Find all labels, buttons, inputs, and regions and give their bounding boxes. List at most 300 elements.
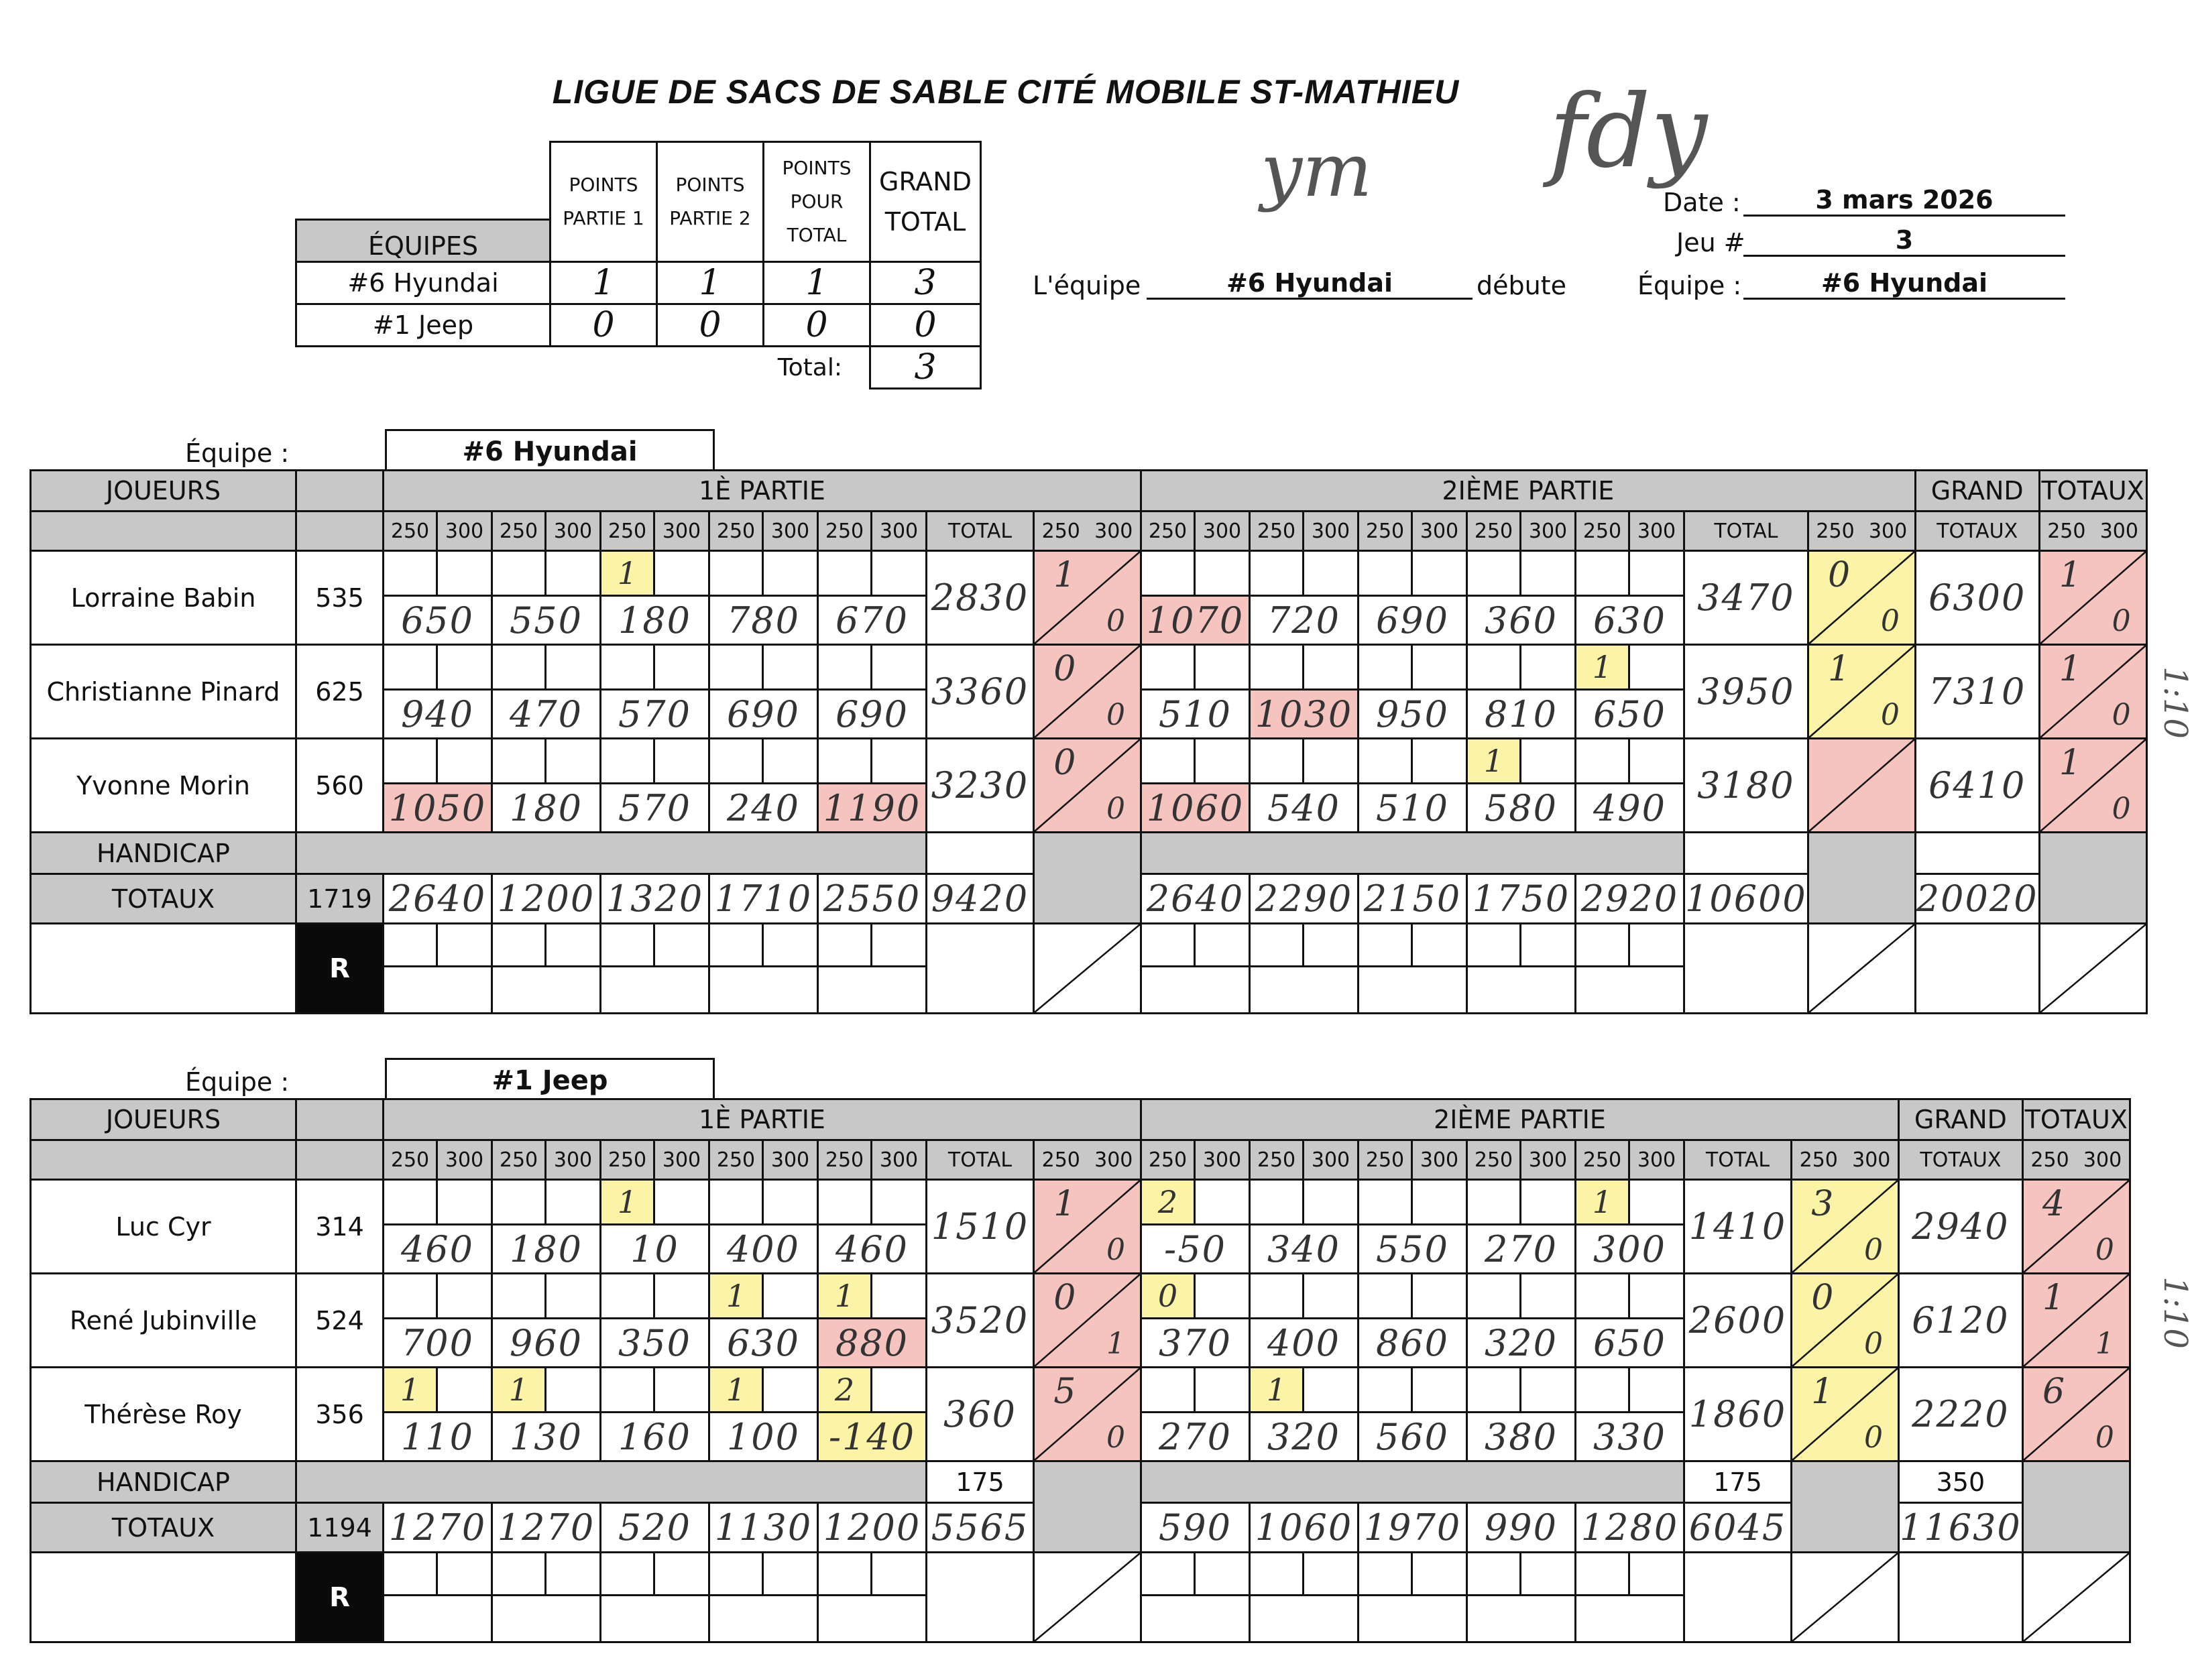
team-value: #6 Hyundai: [1743, 268, 2065, 300]
player-grand-total: 7310: [1915, 645, 2039, 739]
round-mark: [1576, 551, 1629, 596]
round-mark: [601, 1368, 654, 1413]
partie1-total: 3520: [927, 1274, 1034, 1368]
round-mark: [709, 551, 763, 596]
col-250: 250: [384, 512, 437, 551]
col-total: TOTAL: [927, 512, 1034, 551]
totaux-grand: 11630: [1899, 1503, 2023, 1553]
round-score: 810: [1467, 690, 1576, 739]
total-points: 6 0: [2022, 1368, 2130, 1461]
player-grand-total: 2940: [1899, 1180, 2023, 1274]
totaux-score: 590: [1141, 1503, 1250, 1553]
totaux-average: 1194: [296, 1503, 384, 1553]
col-250: 250: [1467, 1140, 1521, 1180]
col-250: 250: [1816, 519, 1855, 543]
summary-p1: 1: [551, 262, 657, 304]
col-300: 300: [2099, 519, 2138, 543]
round-mark: [1467, 1368, 1521, 1413]
partie1-total: 1510: [927, 1180, 1034, 1274]
round-score: 10: [601, 1225, 709, 1274]
col-250: 250: [601, 1140, 654, 1180]
col-grand-totaux: TOTAUX: [1899, 1140, 2023, 1180]
summary-grand: 0: [870, 304, 981, 347]
round-mark: [1250, 1274, 1304, 1319]
round-mark: [709, 645, 763, 690]
team-label: Équipe :: [1637, 271, 1742, 300]
totaux-score: 1270: [384, 1503, 492, 1553]
player-row: [31, 1180, 2130, 1225]
round-mark: [1359, 1368, 1412, 1413]
partie2-points: 1 0: [1792, 1368, 1899, 1461]
round-score: 130: [492, 1413, 601, 1461]
player-row: [31, 739, 2147, 784]
round-score: 570: [601, 784, 709, 833]
col-grand: GRAND: [1915, 471, 2039, 512]
partie2-points: 0 0: [1792, 1274, 1899, 1368]
round-mark: 1: [709, 1368, 763, 1413]
handicap-partie1: 175: [927, 1461, 1034, 1503]
partie1-total: 360: [927, 1368, 1034, 1461]
col-300: 300: [1521, 1140, 1576, 1180]
round-mark: 1: [492, 1368, 546, 1413]
round-score: 940: [384, 690, 492, 739]
partie2-points: 3 0: [1792, 1180, 1899, 1274]
round-mark: [1141, 739, 1195, 784]
round-mark: 1: [818, 1274, 872, 1319]
round-score: 550: [492, 596, 601, 645]
col-300: 300: [2083, 1148, 2122, 1172]
round-score: 380: [1467, 1413, 1576, 1461]
col-300: 300: [546, 1140, 601, 1180]
totaux-score: 2640: [1141, 874, 1250, 924]
col-250: 250: [1141, 512, 1195, 551]
col-250: 250: [1576, 512, 1629, 551]
handicap-grand: 350: [1899, 1461, 2023, 1503]
player-grand-total: 6410: [1915, 739, 2039, 833]
round-mark: [492, 1274, 546, 1319]
col-totaux: TOTAUX: [2022, 1099, 2130, 1140]
summary-grand: 3: [870, 262, 981, 304]
round-score: 160: [601, 1413, 709, 1461]
partie1-total: 3230: [927, 739, 1034, 833]
equipe-name: #1 Jeep: [385, 1058, 715, 1101]
col-partie2: 2IÈME PARTIE: [1141, 471, 1916, 512]
round-score: 540: [1250, 784, 1359, 833]
round-score: -50: [1141, 1225, 1250, 1274]
round-mark: [1359, 551, 1412, 596]
round-score: 510: [1359, 784, 1467, 833]
round-mark: [384, 551, 437, 596]
col-joueurs: JOUEURS: [31, 471, 296, 512]
round-score: 400: [1250, 1319, 1359, 1368]
partie2-points: [1808, 739, 1915, 833]
round-mark: 1: [1467, 739, 1521, 784]
score-table: [30, 469, 2148, 1014]
col-250: 250: [2030, 1148, 2069, 1172]
partie1-total: 3360: [927, 645, 1034, 739]
summary-team: #6 Hyundai: [296, 262, 551, 304]
col-300: 300: [1304, 512, 1359, 551]
page-title: LIGUE DE SACS DE SABLE CITÉ MOBILE ST-MATHIEU: [552, 73, 1460, 111]
handicap-grand: [1915, 833, 2039, 874]
round-score: 780: [709, 596, 818, 645]
signature: fdy: [1549, 74, 1708, 190]
round-mark: 1: [1250, 1368, 1304, 1413]
round-mark: [1576, 1368, 1629, 1413]
round-score: 1050: [384, 784, 492, 833]
starts-label: L'équipe: [1033, 271, 1141, 300]
equipe-label: Équipe :: [185, 1067, 290, 1097]
round-score: 630: [709, 1319, 818, 1368]
round-mark: [1467, 1180, 1521, 1225]
round-mark: 2: [818, 1368, 872, 1413]
round-mark: [492, 645, 546, 690]
handicap-partie1: [927, 833, 1034, 874]
initials: ym: [1261, 127, 1373, 213]
round-score: 1030: [1250, 690, 1359, 739]
round-score: 690: [818, 690, 927, 739]
round-mark: [492, 551, 546, 596]
partie2-total: 1410: [1684, 1180, 1792, 1274]
col-300: 300: [763, 512, 818, 551]
col-300: 300: [1094, 519, 1133, 543]
partie2-total: 3950: [1684, 645, 1808, 739]
round-mark: [1359, 739, 1412, 784]
round-mark: [818, 551, 872, 596]
totaux-score: 1280: [1576, 1503, 1684, 1553]
round-score: 650: [1576, 690, 1684, 739]
summary-p1: 0: [551, 304, 657, 347]
round-score: 670: [818, 596, 927, 645]
col-250: 250: [818, 1140, 872, 1180]
totaux-score: 2550: [818, 874, 927, 924]
total-points: 4 0: [2022, 1180, 2130, 1274]
round-score: 1070: [1141, 596, 1250, 645]
player-grand-total: 6300: [1915, 551, 2039, 645]
summary-total-label: Total:: [777, 354, 842, 382]
player-average: 535: [296, 551, 384, 645]
round-score: 300: [1576, 1225, 1684, 1274]
totaux-score: 1200: [492, 874, 601, 924]
totaux-score: 2640: [384, 874, 492, 924]
round-score: 550: [1359, 1225, 1467, 1274]
col-joueurs: JOUEURS: [31, 1099, 296, 1140]
player-average: 356: [296, 1368, 384, 1461]
round-score: 860: [1359, 1319, 1467, 1368]
round-mark: [384, 739, 437, 784]
col-partie1: 1È PARTIE: [384, 1099, 1141, 1140]
handicap-row: [31, 1461, 2130, 1503]
col-points-partie1: POINTS PARTIE 1: [551, 142, 657, 262]
round-score: 720: [1250, 596, 1359, 645]
partie2-total: 1860: [1684, 1368, 1792, 1461]
totaux-score: 1970: [1359, 1503, 1467, 1553]
round-mark: [709, 1180, 763, 1225]
totaux-score: 2150: [1359, 874, 1467, 924]
partie2-total: 3470: [1684, 551, 1808, 645]
round-mark: [818, 1180, 872, 1225]
round-mark: [1467, 551, 1521, 596]
round-score: 650: [1576, 1319, 1684, 1368]
player-name: Luc Cyr: [31, 1180, 296, 1274]
partie1-points: 5 0: [1034, 1368, 1141, 1461]
round-mark: [601, 739, 654, 784]
round-score: 180: [492, 784, 601, 833]
round-score: 100: [709, 1413, 818, 1461]
col-grand-total: GRAND TOTAL: [870, 142, 981, 262]
round-mark: [1576, 739, 1629, 784]
round-mark: [1141, 551, 1195, 596]
summary-total-value: 3: [870, 347, 981, 389]
round-mark: [818, 739, 872, 784]
col-250: 250: [1141, 1140, 1195, 1180]
col-total: TOTAL: [1684, 1140, 1792, 1180]
col-300: 300: [546, 512, 601, 551]
round-mark: [384, 1274, 437, 1319]
round-score: 960: [492, 1319, 601, 1368]
summary-pt: 0: [764, 304, 870, 347]
summary-p2: 0: [657, 304, 764, 347]
totaux-score: 2290: [1250, 874, 1359, 924]
round-score: 270: [1467, 1225, 1576, 1274]
starts-team: #6 Hyundai: [1147, 268, 1473, 300]
col-300: 300: [437, 512, 492, 551]
col-300: 300: [1852, 1148, 1891, 1172]
round-mark: [384, 1180, 437, 1225]
col-300: 300: [872, 1140, 927, 1180]
totaux-score: 1320: [601, 874, 709, 924]
partie2-points: 0 0: [1808, 551, 1915, 645]
col-300: 300: [872, 512, 927, 551]
round-score: 370: [1141, 1319, 1250, 1368]
round-mark: [1250, 645, 1304, 690]
round-score: 1060: [1141, 784, 1250, 833]
col-300: 300: [763, 1140, 818, 1180]
col-300: 300: [1304, 1140, 1359, 1180]
round-score: 460: [818, 1225, 927, 1274]
handicap-label: HANDICAP: [31, 833, 296, 874]
round-mark: [1250, 739, 1304, 784]
round-score: 950: [1359, 690, 1467, 739]
player-name: René Jubinville: [31, 1274, 296, 1368]
equipe-label: Équipe :: [185, 438, 290, 468]
total-points: 1 0: [2039, 739, 2146, 833]
round-score: 700: [384, 1319, 492, 1368]
round-score: 320: [1250, 1413, 1359, 1461]
round-mark: [818, 645, 872, 690]
totaux-grand: 20020: [1915, 874, 2039, 924]
round-mark: 1: [384, 1368, 437, 1413]
summary-row: [296, 304, 981, 347]
round-score: 510: [1141, 690, 1250, 739]
total-points: 1 0: [2039, 551, 2146, 645]
totaux-label: TOTAUX: [31, 1503, 296, 1553]
margin-note: 1:10: [2156, 1276, 2194, 1349]
round-score: 630: [1576, 596, 1684, 645]
col-grand-totaux: TOTAUX: [1915, 512, 2039, 551]
col-300: 300: [1868, 519, 1908, 543]
totaux-score: 1750: [1467, 874, 1576, 924]
col-250: 250: [1250, 1140, 1304, 1180]
player-row: [31, 1368, 2130, 1413]
totaux-score: 1130: [709, 1503, 818, 1553]
player-name: Christianne Pinard: [31, 645, 296, 739]
player-row: [31, 1274, 2130, 1319]
round-score: 340: [1250, 1225, 1359, 1274]
col-250: 250: [1799, 1148, 1838, 1172]
col-points-total: POINTS POUR TOTAL: [764, 142, 870, 262]
round-score: 650: [384, 596, 492, 645]
col-250: 250: [1359, 512, 1412, 551]
margin-note: 1:10: [2156, 666, 2194, 739]
r-marker: R: [296, 1553, 384, 1642]
round-score: 180: [601, 596, 709, 645]
handicap-partie2: 175: [1684, 1461, 1792, 1503]
round-mark: [601, 1274, 654, 1319]
col-300: 300: [1521, 512, 1576, 551]
round-mark: 1: [601, 1180, 654, 1225]
round-mark: [1359, 1274, 1412, 1319]
player-grand-total: 2220: [1899, 1368, 2023, 1461]
round-mark: [1141, 645, 1195, 690]
round-score: 320: [1467, 1319, 1576, 1368]
game-value: 3: [1743, 225, 2065, 257]
col-total: TOTAL: [927, 1140, 1034, 1180]
round-score: 690: [1359, 596, 1467, 645]
round-score: 460: [384, 1225, 492, 1274]
round-score: 880: [818, 1319, 927, 1368]
col-300: 300: [1629, 1140, 1684, 1180]
col-250: 250: [384, 1140, 437, 1180]
round-score: 470: [492, 690, 601, 739]
col-points-partie2: POINTS PARTIE 2: [657, 142, 764, 262]
col-250: 250: [492, 1140, 546, 1180]
starts-suffix: débute: [1477, 271, 1566, 300]
round-mark: [1467, 1274, 1521, 1319]
player-average: 524: [296, 1274, 384, 1368]
round-score: 690: [709, 690, 818, 739]
col-300: 300: [1195, 1140, 1250, 1180]
player-average: 314: [296, 1180, 384, 1274]
equipe-name: #6 Hyundai: [385, 429, 715, 473]
summary-p2: 1: [657, 262, 764, 304]
col-250: 250: [492, 512, 546, 551]
col-300: 300: [654, 512, 709, 551]
col-equipes: ÉQUIPES: [296, 220, 551, 262]
player-average: 560: [296, 739, 384, 833]
col-250: 250: [1250, 512, 1304, 551]
round-mark: [1250, 1180, 1304, 1225]
round-score: 240: [709, 784, 818, 833]
totaux-score: 1710: [709, 874, 818, 924]
totaux-label: TOTAUX: [31, 874, 296, 924]
round-mark: [384, 645, 437, 690]
col-250: 250: [1359, 1140, 1412, 1180]
round-mark: 1: [1576, 645, 1629, 690]
col-250: 250: [818, 512, 872, 551]
col-totaux: TOTAUX: [2039, 471, 2146, 512]
round-score: 330: [1576, 1413, 1684, 1461]
round-mark: [1359, 645, 1412, 690]
summary-pt: 1: [764, 262, 870, 304]
date-value: 3 mars 2026: [1743, 185, 2065, 217]
player-name: Lorraine Babin: [31, 551, 296, 645]
col-250: 250: [601, 512, 654, 551]
col-300: 300: [437, 1140, 492, 1180]
col-250: 250: [1041, 519, 1080, 543]
totaux-partie1: 5565: [927, 1503, 1034, 1553]
date-label: Date :: [1663, 188, 1741, 217]
col-partie1: 1È PARTIE: [384, 471, 1141, 512]
totaux-score: 2920: [1576, 874, 1684, 924]
round-mark: [709, 739, 763, 784]
partie1-points: 1 0: [1034, 1180, 1141, 1274]
round-score: 580: [1467, 784, 1576, 833]
col-300: 300: [654, 1140, 709, 1180]
round-score: 400: [709, 1225, 818, 1274]
partie1-points: 1 0: [1034, 551, 1141, 645]
round-score: 270: [1141, 1413, 1250, 1461]
round-mark: [1250, 551, 1304, 596]
col-total: TOTAL: [1684, 512, 1808, 551]
col-grand: GRAND: [1899, 1099, 2023, 1140]
partie1-points: 0 1: [1034, 1274, 1141, 1368]
player-grand-total: 6120: [1899, 1274, 2023, 1368]
round-mark: 0: [1141, 1274, 1195, 1319]
col-300: 300: [1094, 1148, 1133, 1172]
col-300: 300: [1629, 512, 1684, 551]
game-label: Jeu #: [1676, 228, 1745, 257]
total-points: 1 1: [2022, 1274, 2130, 1368]
col-250: 250: [1576, 1140, 1629, 1180]
player-name: Yvonne Morin: [31, 739, 296, 833]
round-mark: [1467, 645, 1521, 690]
summary-table: [295, 141, 982, 389]
round-mark: [1359, 1180, 1412, 1225]
round-score: 490: [1576, 784, 1684, 833]
round-score: 110: [384, 1413, 492, 1461]
partie1-points: 0 0: [1034, 645, 1141, 739]
round-score: 560: [1359, 1413, 1467, 1461]
partie1-total: 2830: [927, 551, 1034, 645]
player-average: 625: [296, 645, 384, 739]
round-mark: 1: [709, 1274, 763, 1319]
handicap-partie2: [1684, 833, 1808, 874]
round-score: 360: [1467, 596, 1576, 645]
round-score: 1190: [818, 784, 927, 833]
partie1-points: 0 0: [1034, 739, 1141, 833]
col-300: 300: [1412, 1140, 1467, 1180]
round-mark: 1: [1576, 1180, 1629, 1225]
partie2-total: 2600: [1684, 1274, 1792, 1368]
player-row: [31, 645, 2147, 690]
totaux-partie2: 6045: [1684, 1503, 1792, 1553]
round-mark: 2: [1141, 1180, 1195, 1225]
round-score: 570: [601, 690, 709, 739]
totaux-score: 990: [1467, 1503, 1576, 1553]
round-mark: [601, 645, 654, 690]
round-mark: [492, 739, 546, 784]
round-mark: [492, 1180, 546, 1225]
total-points: 1 0: [2039, 645, 2146, 739]
player-row: [31, 551, 2147, 596]
totaux-partie1: 9420: [927, 874, 1034, 924]
totaux-average: 1719: [296, 874, 384, 924]
col-300: 300: [1195, 512, 1250, 551]
col-partie2: 2IÈME PARTIE: [1141, 1099, 1899, 1140]
round-score: 180: [492, 1225, 601, 1274]
round-mark: 1: [601, 551, 654, 596]
